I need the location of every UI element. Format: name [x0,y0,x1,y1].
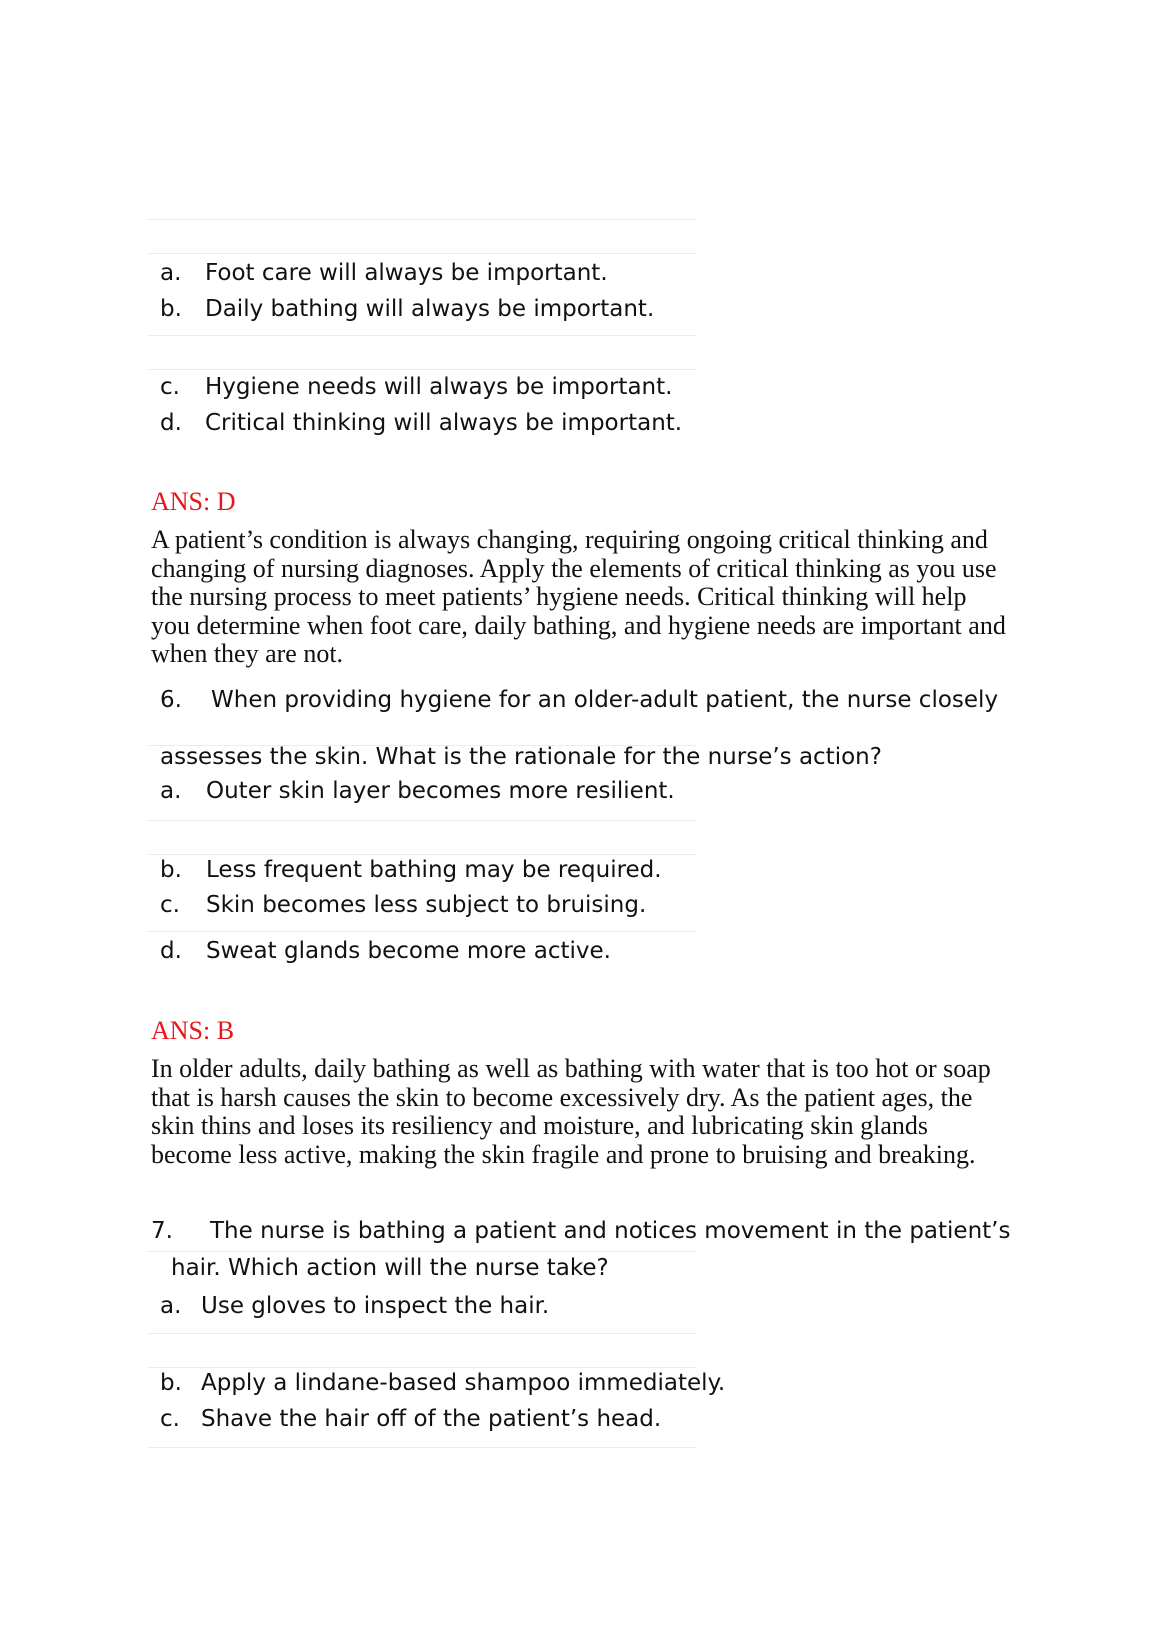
option-label: d. [160,410,182,436]
q6-number: 6. [160,687,182,713]
option-text: Use gloves to inspect the hair. [201,1293,550,1319]
option-text: Apply a lindane-based shampoo immediately. [201,1370,726,1396]
q6-rationale: In older adults, daily bathing as well as bathing with water that is too hot or soap that is harsh causes the skin to become excessively dry. As the patient ages, the skin thins and loses its resiliency and moisture, and lubricating skin glands become less active, making the skin fragile and prone to bruising and breaking. [151,1054,991,1169]
q5-rationale: A patient’s condition is always changing, requiring ongoing critical thinking and changing of nursing diagnoses. Apply the elements of critical thinking as you use the nursing process to meet patients’ hygiene needs. Critical thinking will help you determine when foot care, daily bathing, and hygiene needs are important and when they are not. [151,525,1006,668]
option-label: c. [160,892,180,918]
option-text: Hygiene needs will always be important. [205,374,673,400]
option-label: b. [160,1370,182,1396]
option-text: Skin becomes less subject to bruising. [206,892,647,918]
table-rule [148,253,696,254]
q6-answer: ANS: B [151,1016,235,1045]
option-text: Daily bathing will always be important. [205,296,655,322]
option-text: Less frequent bathing may be required. [206,857,662,883]
option-label: a. [160,1293,182,1319]
option-text: Critical thinking will always be important. [205,410,683,436]
option-label: b. [160,296,182,322]
option-label: a. [160,778,182,804]
q7-stem-line1: The nurse is bathing a patient and notices movement in the patient’s [210,1218,1011,1244]
table-rule [148,1447,696,1448]
table-rule [148,1251,696,1252]
option-text: Sweat glands become more active. [206,938,611,964]
option-label: a. [160,260,182,286]
option-text: Outer skin layer becomes more resilient. [206,778,675,804]
q5-answer: ANS: D [151,487,236,516]
q6-stem-line1: When providing hygiene for an older-adult patient, the nurse closely [211,687,999,713]
table-rule [148,335,696,336]
q7-stem-line2: hair. Which action will the nurse take? [171,1255,609,1281]
q6-stem-line2: assesses the skin. What is the rationale for the nurse’s action? [160,744,882,770]
option-text: Foot care will always be important. [205,260,608,286]
option-label: b. [160,857,182,883]
table-rule [148,1333,696,1334]
table-rule [148,820,696,821]
option-label: c. [160,1406,180,1432]
table-rule [148,219,696,220]
table-rule [148,931,696,932]
q7-number: 7. [151,1218,173,1244]
option-label: c. [160,374,180,400]
table-rule [148,369,696,370]
option-text: Shave the hair off of the patient’s head. [201,1406,662,1432]
option-label: d. [160,938,182,964]
